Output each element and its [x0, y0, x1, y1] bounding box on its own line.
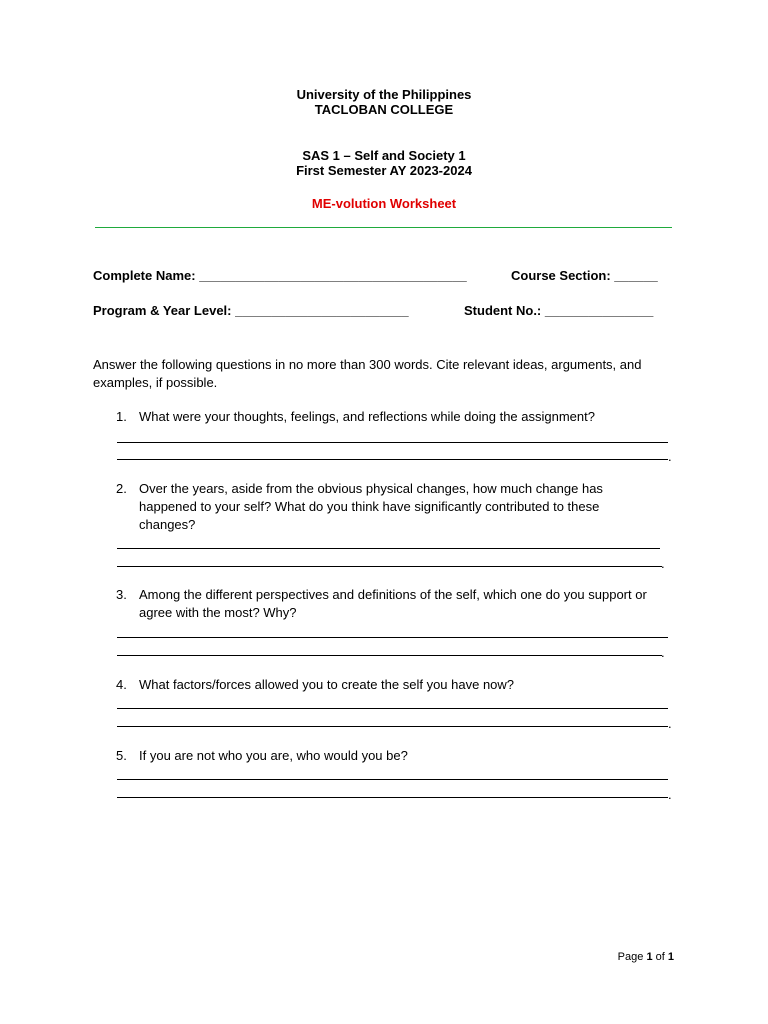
question-number: 5. [116, 748, 127, 763]
line-end-period: . [668, 449, 672, 464]
question-number: 3. [116, 587, 127, 602]
question-text: Among the different perspectives and definitions of the self, which one do you support or agree with the most? Why? [139, 587, 647, 620]
line-end-period: . [661, 556, 665, 571]
question-number: 1. [116, 409, 127, 424]
answer-line[interactable] [117, 637, 668, 638]
answer-line[interactable] [117, 779, 668, 780]
question-text: What factors/forces allowed you to create the self you have now? [139, 677, 515, 692]
answer-line[interactable] [117, 726, 668, 727]
answer-line[interactable] [117, 566, 662, 567]
question-number: 2. [116, 481, 127, 496]
answer-line[interactable] [117, 655, 662, 656]
university-name: University of the Philippines [296, 87, 472, 102]
worksheet-title: ME-volution Worksheet [311, 196, 457, 211]
college-name: TACLOBAN COLLEGE [314, 102, 454, 117]
line-end-period: . [661, 645, 665, 660]
answer-line[interactable] [117, 708, 668, 709]
page-number [618, 950, 674, 964]
page-label: Page [617, 951, 644, 963]
program-year-field[interactable]: Program & Year Level: ________________________ [93, 303, 409, 318]
answer-line[interactable] [117, 459, 668, 460]
answer-line[interactable] [117, 442, 668, 443]
course-title: SAS 1 – Self and Society 1 [302, 148, 466, 163]
question-text: If you are not who you are, who would you be? [139, 748, 408, 763]
answer-line[interactable] [117, 548, 660, 549]
line-end-period: . [668, 787, 672, 802]
answer-line[interactable] [117, 797, 668, 798]
line-end-period: . [668, 716, 672, 731]
question-text: What were your thoughts, feelings, and reflections while doing the assignment? [139, 409, 595, 424]
course-section-field[interactable]: Course Section: ______ [511, 268, 658, 283]
complete-name-field[interactable]: Complete Name: _____________________________________ [93, 268, 467, 283]
question-number: 4. [116, 677, 127, 692]
instructions-text: Answer the following questions in no more than 300 words. Cite relevant ideas, arguments, and examples, if possible. [93, 357, 642, 390]
page-current: 1 [646, 951, 653, 963]
of-label: of [655, 951, 665, 963]
student-no-field[interactable]: Student No.: _______________ [464, 303, 654, 318]
question-text: Over the years, aside from the obvious physical changes, how much change has happened to your self? What do you think have significantly contributed to these changes? [139, 481, 603, 532]
header-divider [95, 227, 672, 228]
semester-label: First Semester AY 2023-2024 [296, 163, 472, 178]
page-total: 1 [667, 951, 674, 963]
